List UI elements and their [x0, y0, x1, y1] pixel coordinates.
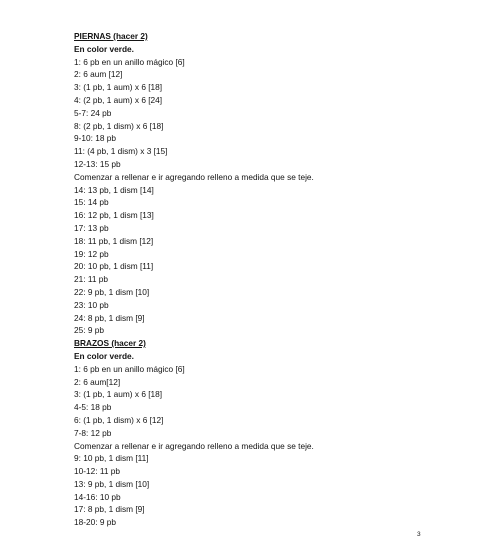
pattern-row: 18: 11 pb, 1 dism [12]: [74, 235, 154, 246]
pattern-row: 11: (4 pb, 1 dism) x 3 [15]: [74, 146, 168, 157]
pattern-row: 10-12: 11 pb: [74, 466, 120, 477]
pattern-row: 25: 9 pb: [74, 325, 104, 336]
pattern-row: 8: (2 pb, 1 dism) x 6 [18]: [74, 120, 164, 131]
pattern-row: 22: 9 pb, 1 dism [10]: [74, 286, 150, 297]
pattern-row: 4-5: 18 pb: [74, 402, 112, 413]
pattern-row: 15: 14 pb: [74, 197, 109, 208]
pattern-row: 18-20: 9 pb: [74, 517, 116, 528]
color-note-brazos: En color verde.: [74, 350, 134, 361]
section-heading-piernas: PIERNAS (hacer 2): [74, 31, 148, 41]
pattern-row: 1: 6 pb en un anillo mágico [6]: [74, 363, 185, 374]
pattern-rows-piernas: [74, 56, 434, 338]
pattern-row: 2: 6 aum [12]: [74, 69, 123, 80]
section-heading-brazos: BRAZOS (hacer 2): [74, 338, 146, 349]
pattern-row: 14-16: 10 pb: [74, 491, 121, 502]
pattern-row: 9-10: 18 pb: [74, 133, 116, 144]
document-body: [74, 30, 434, 529]
pattern-row: 2: 6 aum[12]: [74, 376, 121, 387]
pattern-row: 12-13: 15 pb: [74, 158, 121, 169]
pattern-row: 3: (1 pb, 1 aum) x 6 [18]: [74, 389, 163, 400]
pattern-row: 24: 8 pb, 1 dism [9]: [74, 312, 145, 323]
pattern-row: 19: 12 pb: [74, 248, 109, 259]
pattern-row: 14: 13 pb, 1 dism [14]: [74, 184, 154, 195]
pattern-row: 4: (2 pb, 1 aum) x 6 [24]: [74, 94, 163, 105]
pattern-row: 17: 13 pb: [74, 222, 109, 233]
pattern-row: 23: 10 pb: [74, 299, 109, 310]
page-number: 3: [417, 531, 421, 538]
pattern-row: 5-7: 24 pb: [74, 107, 112, 118]
stuffing-instruction: Comenzar a rellenar e ir agregando relleno a medida que se teje.: [74, 171, 314, 182]
pattern-row: 13: 9 pb, 1 dism [10]: [74, 478, 150, 489]
pattern-row: 9: 10 pb, 1 dism [11]: [74, 453, 149, 464]
pattern-row: 17: 8 pb, 1 dism [9]: [74, 504, 145, 515]
pattern-row: 21: 11 pb: [74, 274, 108, 285]
pattern-row: 6: (1 pb, 1 dism) x 6 [12]: [74, 414, 164, 425]
pattern-row: 7-8: 12 pb: [74, 427, 112, 438]
pattern-row: 16: 12 pb, 1 dism [13]: [74, 210, 154, 221]
pattern-rows-brazos: [74, 363, 434, 529]
stuffing-instruction: Comenzar a rellenar e ir agregando relleno a medida que se teje.: [74, 440, 314, 451]
color-note-piernas: En color verde.: [74, 43, 134, 54]
pattern-row: 3: (1 pb, 1 aum) x 6 [18]: [74, 82, 163, 93]
pattern-row: 20: 10 pb, 1 dism [11]: [74, 261, 154, 272]
pattern-row: 1: 6 pb en un anillo mágico [6]: [74, 56, 185, 67]
